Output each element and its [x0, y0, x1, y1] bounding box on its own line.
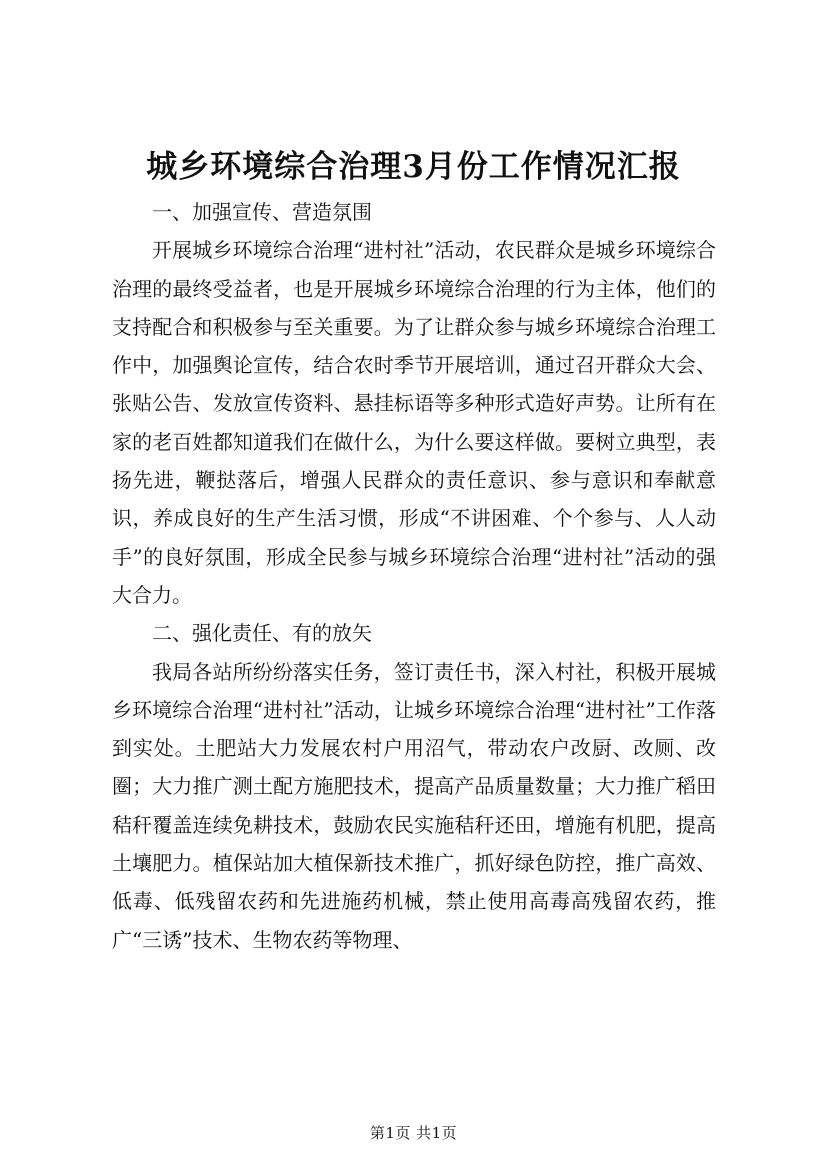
section-heading-1: 一、加强宣传、营造氛围 — [152, 200, 372, 224]
page-number-footer: 第1页 共1页 — [369, 1124, 458, 1142]
paragraph-1: 开展城乡环境综合治理“进村社”活动，农民群众是城乡环境综合治理的最终受益者，也是开展城乡环境综合治理的行为主体，他们的支持配合和积极参与至关重要。为了让群众参与城乡环境综合治理工作中，加强舆论宣传，结合农时季节开展培训，通过召开群众大会、张贴公告、发放宣传资料、悬挂标语等多种形式造好声势。让所有在家的老百姓都知道我们在做什么，为什么要这样做。要树立典型，表扬先进，鞭挞落后，增强人民群众的责任意识、参与意识和奉献意识，养成良好的生产生活习惯，形成“不讲困难、个个参与、人人动手”的良好氛围，形成全民参与城乡环境综合治理“进村社”活动的强大合力。 — [112, 238, 716, 607]
paragraph-2: 我局各站所纷纷落实任务，签订责任书，深入村社，积极开展城乡环境综合治理“进村社”活动，让城乡环境综合治理“进村社”工作落到实处。土肥站大力发展农村户用沼气，带动农户改厨、改厕、改圈；大力推广测土配方施肥技术，提高产品质量数量；大力推广稻田秸秆覆盖连续免耕技术，鼓励农民实施秸秆还田，增施有机肥，提高土壤肥力。植保站加大植保新技术推广，抓好绿色防控，推广高效、低毒、低残留农药和先进施药机械，禁止使用高毒高残留农药，推广“三诱”技术、生物农药等物理、 — [112, 659, 716, 952]
section-heading-2: 二、强化责任、有的放矢 — [152, 621, 372, 646]
document-body — [112, 193, 716, 959]
document-title: 城乡环境综合治理3月份工作情况汇报 — [146, 149, 681, 185]
